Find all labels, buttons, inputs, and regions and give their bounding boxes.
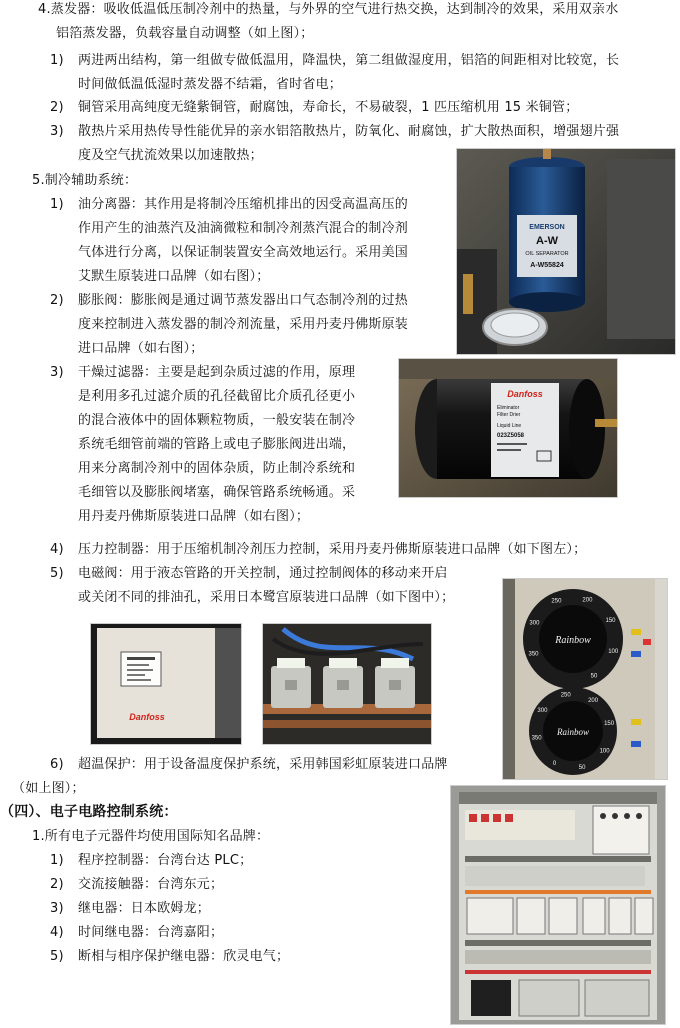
list-item-cont: 艾默生原装进口品牌（如右图）； — [78, 269, 270, 284]
dial-tick-label: 350 — [528, 651, 539, 658]
list-item: 1) 两进两出结构，第一组做专做低温用，降温快，第二组做湿度用，铝箔的间距相对比较宽，长 — [50, 53, 620, 68]
dial-tick-label: 150 — [605, 618, 616, 625]
oil-sep-code: A-W55824 — [530, 262, 564, 269]
pressure-control-brand: Danfoss — [129, 712, 165, 722]
list-item: 5) 断相与相序保护继电器：欣灵电气； — [50, 949, 290, 964]
list-item-cont: 系统毛细管前端的管路上或电子膨胀阀进出端， — [78, 437, 356, 452]
list-item: 5) 电磁阀：用于液态管路的开关控制，通过控制阀体的移动来开启 — [50, 566, 448, 581]
dial-tick-label: 300 — [537, 708, 548, 715]
list-item-cont: 毛细管以及膨胀阀堵塞，确保管路系统畅通。采 — [78, 485, 356, 500]
oil-sep-model: A-W — [536, 235, 558, 247]
list-item: 3) 继电器：日本欧姆龙； — [50, 901, 211, 916]
list-item-cont: 用丹麦丹佛斯原装进口品牌（如右图）； — [78, 509, 310, 524]
list-item: 4) 时间继电器：台湾嘉阳； — [50, 925, 224, 940]
dial-tick-label: 50 — [590, 673, 598, 680]
list-item-cont: 是利用多孔过滤介质的孔径截留比介质孔径更小 — [78, 389, 356, 404]
svg-text:Filter Drier: Filter Drier — [497, 412, 521, 418]
list-item-cont: 或关闭不同的排油孔，采用日本鹭宫原装进口品牌（如下图中）； — [78, 590, 455, 605]
list-item-cont: 的混合液体中的固体颗粒物质，一般安装在制冷 — [78, 413, 356, 428]
filter-drier-photo — [398, 358, 618, 498]
dial-tick-label: 150 — [604, 720, 615, 727]
evaporator-heading: 4.蒸发器：吸收低温低压制冷剂中的热量，与外界的空气进行热交换，达到制冷的效果，采用双亲水 — [38, 2, 619, 17]
dial-tick-label: 50 — [578, 764, 586, 771]
dial-tick-label: 250 — [560, 692, 571, 699]
list-item: 2) 交流接触器：台湾东元； — [50, 877, 224, 892]
thermostat-brand-bottom: Rainbow — [556, 727, 590, 737]
dial-tick-label: 200 — [588, 697, 599, 704]
list-item: 1) 程序控制器：台湾台达 PLC； — [50, 853, 253, 868]
dial-tick-label: 350 — [531, 735, 542, 742]
dial-tick-label: 300 — [529, 620, 540, 627]
electric-heading: （四）、电子电路控制系统： — [0, 804, 178, 820]
oil-sep-desc: OIL SEPARATOR — [525, 251, 569, 257]
list-item: 1) 油分离器：其作用是将制冷压缩机排出的因受高温高压的 — [50, 197, 409, 212]
svg-text:Eliminator: Eliminator — [497, 405, 520, 411]
list-item-cont: （如上图）； — [12, 781, 85, 796]
thermostat-photo — [502, 578, 668, 780]
list-item: 6) 超温保护：用于设备温度保护系统，采用韩国彩虹原装进口品牌 — [50, 757, 448, 772]
list-item-cont: 作用产生的油蒸汽及油滴微粒和制冷剂蒸汽混合的制冷剂 — [78, 221, 409, 236]
list-item-cont: 时间做低温低湿时蒸发器不结霜，省时省电； — [78, 77, 343, 92]
thermostat-brand-top: Rainbow — [555, 635, 591, 646]
list-item-cont: 用来分离制冷剂中的固体杂质，防止制冷系统和 — [78, 461, 356, 476]
drier-brand: Danfoss — [507, 389, 543, 399]
control-cabinet-photo — [450, 785, 666, 1025]
pressure-control-photo — [90, 623, 242, 745]
drier-code: 023Z5058 — [497, 433, 525, 439]
aux-heading: 5.制冷辅助系统： — [32, 173, 138, 188]
dial-tick-label: 0 — [552, 761, 557, 767]
oil-sep-brand: EMERSON — [529, 224, 565, 231]
list-item: 4) 压力控制器：用于压缩机制冷剂压力控制，采用丹麦丹佛斯原装进口品牌（如下图左）； — [50, 542, 587, 557]
list-item-cont: 气体进行分离，以保证制装置安全高效地运行。采用美国 — [78, 245, 409, 260]
list-item: 3) 散热片采用热传导性能优异的亲水铝箔散热片，防氧化、耐腐蚀，扩大散热面积，增强翅片强 — [50, 124, 620, 139]
dial-tick-label: 100 — [608, 649, 619, 655]
list-item-cont: 度来控制进入蒸发器的制冷剂流量，采用丹麦丹佛斯原装 — [78, 317, 409, 332]
dial-tick-label: 250 — [551, 598, 562, 605]
list-item-cont: 度及空气扰流效果以加速散热； — [78, 148, 263, 163]
dial-tick-label: 200 — [582, 597, 593, 604]
oil-separator-photo — [456, 148, 676, 355]
solenoid-valve-photo — [262, 623, 432, 745]
evaporator-heading-cont: 铝箔蒸发器，负载容量自动调整（如上图）； — [56, 26, 314, 41]
list-item: 2) 膨胀阀：膨胀阀是通过调节蒸发器出口气态制冷剂的过热 — [50, 293, 409, 308]
dial-tick-label: 100 — [599, 748, 610, 755]
svg-text:Liquid Line: Liquid Line — [497, 423, 522, 429]
list-item-cont: 进口品牌（如右图）； — [78, 341, 204, 356]
electric-subheading: 1.所有电子元器件均使用国际知名品牌： — [32, 829, 270, 844]
list-item: 2) 铜管采用高纯度无缝紫铜管，耐腐蚀，寿命长，不易破裂，1 匹压缩机用 15 米铜管； — [50, 100, 579, 115]
list-item: 3) 干燥过滤器：主要是起到杂质过滤的作用，原理 — [50, 365, 356, 380]
